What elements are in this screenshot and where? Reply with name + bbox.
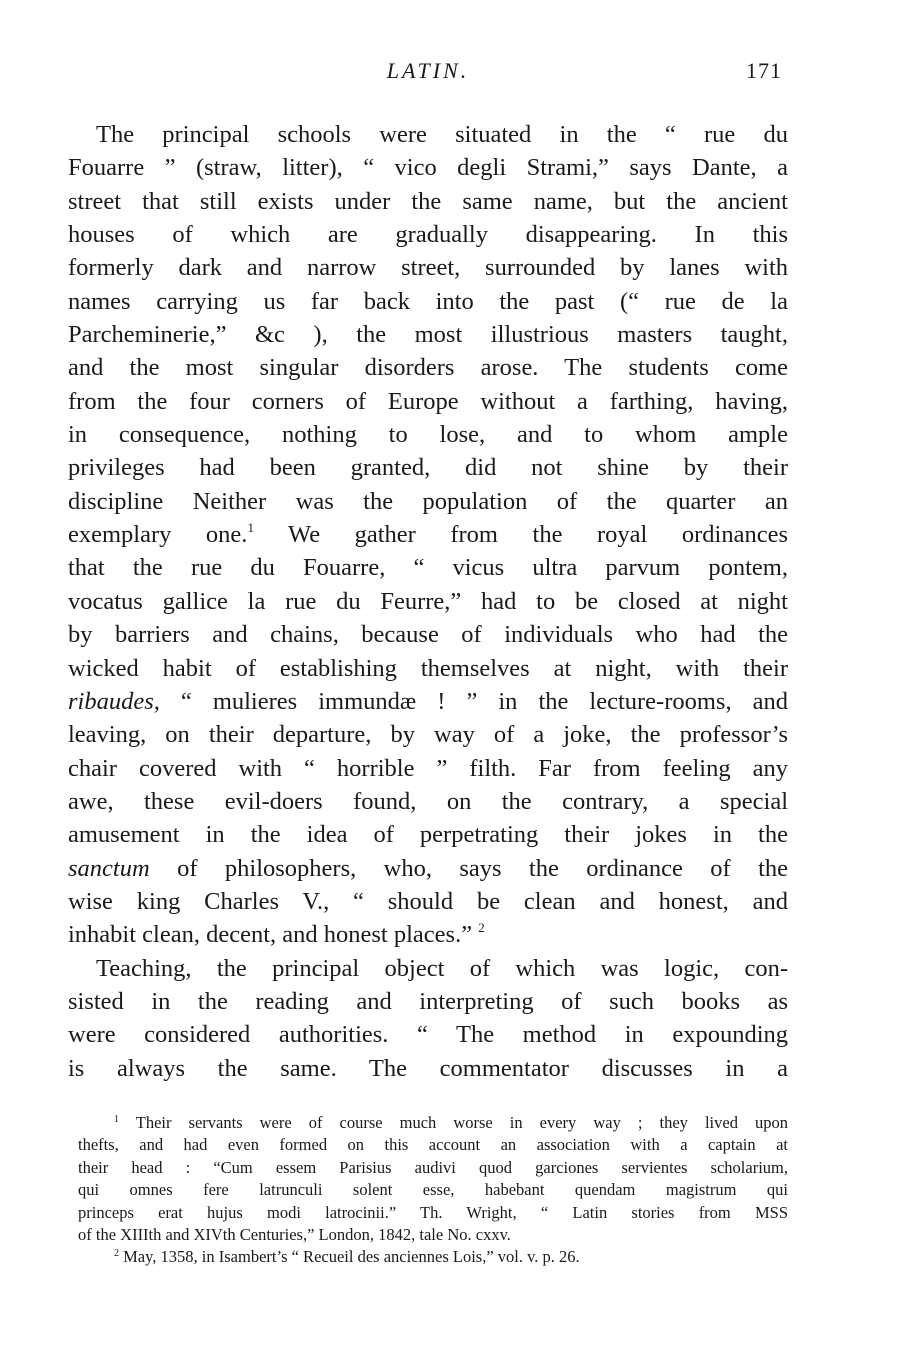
footnote-line: qui omnes fere latrunculi solent esse, habebant quendam magistrum qui <box>78 1180 788 1200</box>
text-line: street that still exists under the same name, but the ancient <box>68 187 788 215</box>
text-line: wise king Charles V., “ should be clean and honest, and <box>68 887 788 915</box>
text-line: were considered authorities. “ The method in expounding <box>68 1021 788 1049</box>
text-line: vocatus gallice la rue du Feurre,” had to be closed at night <box>68 587 788 615</box>
text-line: wicked habit of establishing themselves at night, with their <box>68 654 788 682</box>
footnotes <box>78 1112 788 1269</box>
footnote-1 <box>78 1112 788 1134</box>
footnote-line: princeps erat hujus modi latrocinii.” Th. Wright, “ Latin stories from MSS <box>78 1202 788 1222</box>
text-line <box>68 518 788 551</box>
text-line: The principal schools were situated in the “ rue du <box>96 121 788 148</box>
text-line: sisted in the reading and interpreting of such books as <box>68 987 788 1015</box>
text-line: privileges had been granted, did not shine by their <box>68 454 788 482</box>
text-line: from the four corners of Europe without a farthing, having, <box>68 387 788 415</box>
text-line: in consequence, nothing to lose, and to whom ample <box>68 421 788 449</box>
footnote-line: of the XIIIth and XIVth Centuries,” London, 1842, tale No. cxxv. <box>78 1224 511 1244</box>
text-line: houses of which are gradually disappearing. In this <box>68 221 788 249</box>
text-line: Teaching, the principal object of which was logic, con- <box>96 954 788 982</box>
text-segment: of philosophers, who, says the ordinance of the <box>149 854 788 882</box>
text-line: that the rue du Fouarre, “ vicus ultra parvum pontem, <box>68 554 788 582</box>
text-segment: We gather from the royal ordinances <box>253 521 788 549</box>
footnote-2 <box>78 1246 788 1268</box>
footnote-mark-1: 1 <box>114 1114 119 1125</box>
page-number: 171 <box>746 58 782 83</box>
text-line <box>68 852 788 885</box>
running-title: LATIN. <box>386 58 470 83</box>
text-segment: exemplary one. <box>68 521 248 549</box>
text-line: discipline Neither was the population of the quarter an <box>68 487 788 515</box>
text-line <box>68 685 788 718</box>
text-line: leaving, on their departure, by way of a joke, the professor’s <box>68 721 788 749</box>
text-line: names carrying us far back into the past (“ rue de la <box>68 287 788 315</box>
body-text <box>68 118 788 1085</box>
text-line: and the most singular disorders arose. The students come <box>68 354 788 382</box>
text-segment: “ mulieres immundæ ! ” in the lecture-rooms, and <box>159 687 788 715</box>
text-line: by barriers and chains, because of individuals who had the <box>68 621 788 649</box>
footnote-ref-2: 2 <box>478 920 485 936</box>
footnote-text: Their servants were of course much worse in every way ; they lived upon <box>119 1113 788 1132</box>
text-line <box>68 918 788 951</box>
footnote-mark-2: 2 <box>114 1248 119 1260</box>
text-line: is always the same. The commentator discusses in a <box>68 1054 788 1082</box>
italic-word: ribaudes, <box>68 687 160 715</box>
footnote-text: May, 1358, in Isambert’s “ Recueil des anciennes Lois,” vol. v. p. 26. <box>119 1247 580 1267</box>
text-line: amusement in the idea of perpetrating their jokes in the <box>68 821 788 849</box>
running-header <box>68 58 788 92</box>
text-line: awe, these evil-doers found, on the contrary, a special <box>68 787 788 815</box>
text-segment: inhabit clean, decent, and honest places.” <box>68 921 479 949</box>
text-line: Fouarre ” (straw, litter), “ vico degli Strami,” says Dante, a <box>68 154 788 182</box>
text-line: Parcheminerie,” &c ), the most illustrious masters taught, <box>68 321 788 349</box>
footnote-line: thefts, and had even formed on this account an association with a captain at <box>78 1135 788 1155</box>
text-line: chair covered with “ horrible ” filth. Far from feeling any <box>68 754 788 782</box>
footnote-ref-1: 1 <box>247 520 254 536</box>
italic-word: sanctum <box>68 854 150 882</box>
text-line: formerly dark and narrow street, surrounded by lanes with <box>68 254 788 282</box>
footnote-line: their head : “Cum essem Parisius audivi quod garciones servientes scholarium, <box>78 1157 788 1177</box>
